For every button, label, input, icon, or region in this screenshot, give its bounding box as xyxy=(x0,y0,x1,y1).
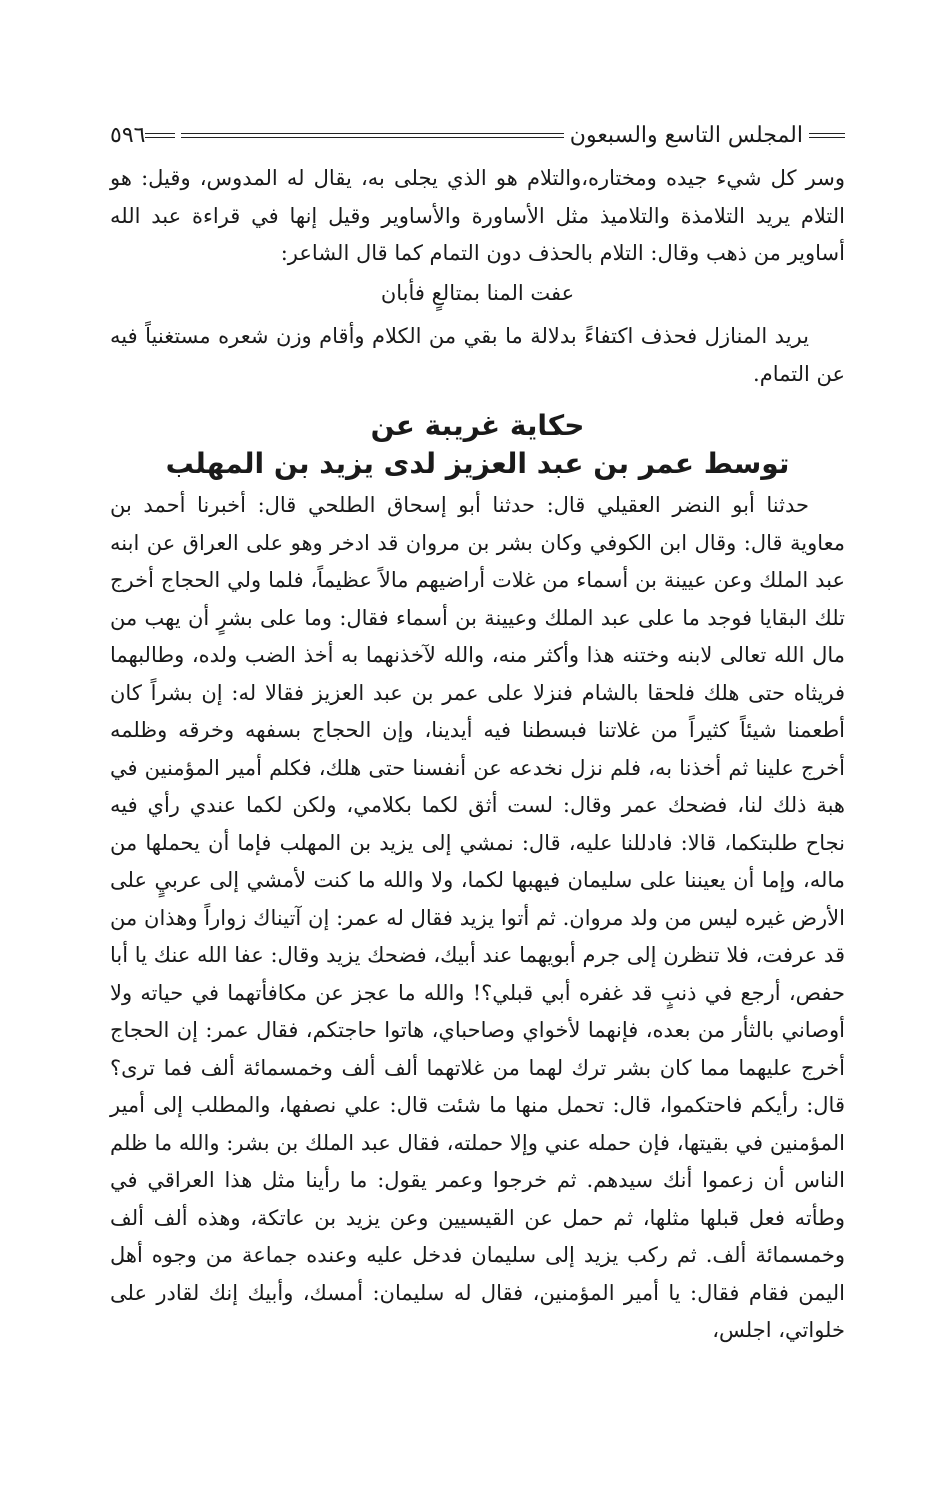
header-rule-long xyxy=(181,133,563,138)
page-number: ٥٩٦ xyxy=(110,122,146,148)
poetry-verse: عفت المنا بمتالعٍ فأبان xyxy=(380,280,575,305)
paragraph-opening: وسر كل شيء جيده ومختاره،والتلام هو الذي يجلى به، يقال له المدوس، وقيل: هو التلام يريد التلامذة والتلاميذ مثل الأساورة والأساوير وقيل إنها في قراءة عبد الله أساوير من ذهب وقال: التلام بالحذف دون التمام كما قال الشاعر: xyxy=(110,166,845,265)
body-paragraph: حدثنا أبو النضر العقيلي قال: حدثنا أبو إسحاق الطلحي قال: أخبرنا أحمد بن معاوية قال: وقال ابن الكوفي وكان بشر بن مروان قد ادخر وهو على العراق عن ابنه عبد الملك وعن عيينة بن أسماء من غلات أراضيهم مالاً عظيماً، فلما ولي الحجاج أخرج تلك البقايا فوجد ما على عبد الملك وعيينة بن أسماء فقال: وما على بشرٍ أن يهب من مال الله تعالى لابنه وختنه هذا وأكثر منه، والله لآخذنهما به أخذ الضب ولده، وطالبهما فريثاه حتى هلك فلحقا بالشام فنزلا على عمر بن عبد العزيز فقالا له: إن بشراً كان أطعمنا شيئاً كثيراً من غلاتنا فبسطنا فيه أيدينا، وإن الحجاج بسفهه وخرقه وظلمه أخرج علينا ثم أخذنا به، فلم نزل نخدعه عن أنفسنا حتى هلك، فكلم أمير المؤمنين في هبة ذلك لنا، فضحك عمر وقال: لست أثق لكما بكلامي، ولكن لكما عندي رأي فيه نجاح طلبتكما، قالا: فادللنا عليه، قال: نمشي إلى يزيد بن المهلب فإما أن يحملها من ماله، وإما أن يعيننا على سليمان فيهبها لكما، ولا والله ما كنت لأمشي إلى عربيٍ على الأرض غيره ليس من ولد مروان. ثم أتوا يزيد فقال له عمر: إن آتيناك زواراً وهذان من قد عرفت، فلا تنظرن إلى جرم أبويهما عند أبيك، فضحك يزيد وقال: عفا الله عنك يا أبا حفص، أرجع في ذنبٍ قد غفره أبي قبلي؟! والله ما عجز عن مكافأتهما في حياته ولا أوصاني بالثأر من بعده، فإنهما لأخواي وصاحباي، هاتوا حاجتكم، فقال عمر: إن الحجاج أخرج عليهما مما كان بشر ترك لهما من غلاتهما ألف ألف وخمسمائة ألف فما ترى؟ قال: رأيكم فاحتكموا، قال: تحمل منها ما شئت قال: علي نصفها، والمطلب إلى أمير المؤمنين في بقيتها، فإن حمله عني وإلا حملته، فقال عبد الملك بن بشر: والله ما ظلم الناس أن زعموا أنك سيدهم. ثم خرجوا وعمر يقول: ما رأينا مثل هذا العراقي في وطأته فعل قبلها مثلها، ثم حمل عن القيسيين وعن يزيد بن عاتكة، وهذه ألف ألف وخمسمائة ألف. ثم ركب يزيد إلى سليمان فدخل عليه وعنده جماعة من وجوه أهل اليمن فقام فقال: يا أمير المؤمنين، فقال له سليمان: أمسك، وأبيك إنك لقادر على خلواتي، اجلس، xyxy=(110,493,845,1342)
section-heading-line1: حكاية غريبة عن xyxy=(370,409,585,442)
running-header xyxy=(110,120,845,150)
paragraph-after-verse: يريد المنازل فحذف اكتفاءً بدلالة ما بقي من الكلام وأقام وزن شعره مستغنياً فيه عن التمام. xyxy=(110,324,845,386)
header-rule-right xyxy=(809,133,845,138)
header-rule-left xyxy=(145,133,175,138)
section-heading-line2: توسط عمر بن عبد العزيز لدى يزيد بن المهلب xyxy=(165,447,790,480)
page-content xyxy=(110,160,845,1350)
chapter-title: المجلس التاسع والسبعون xyxy=(569,122,803,148)
